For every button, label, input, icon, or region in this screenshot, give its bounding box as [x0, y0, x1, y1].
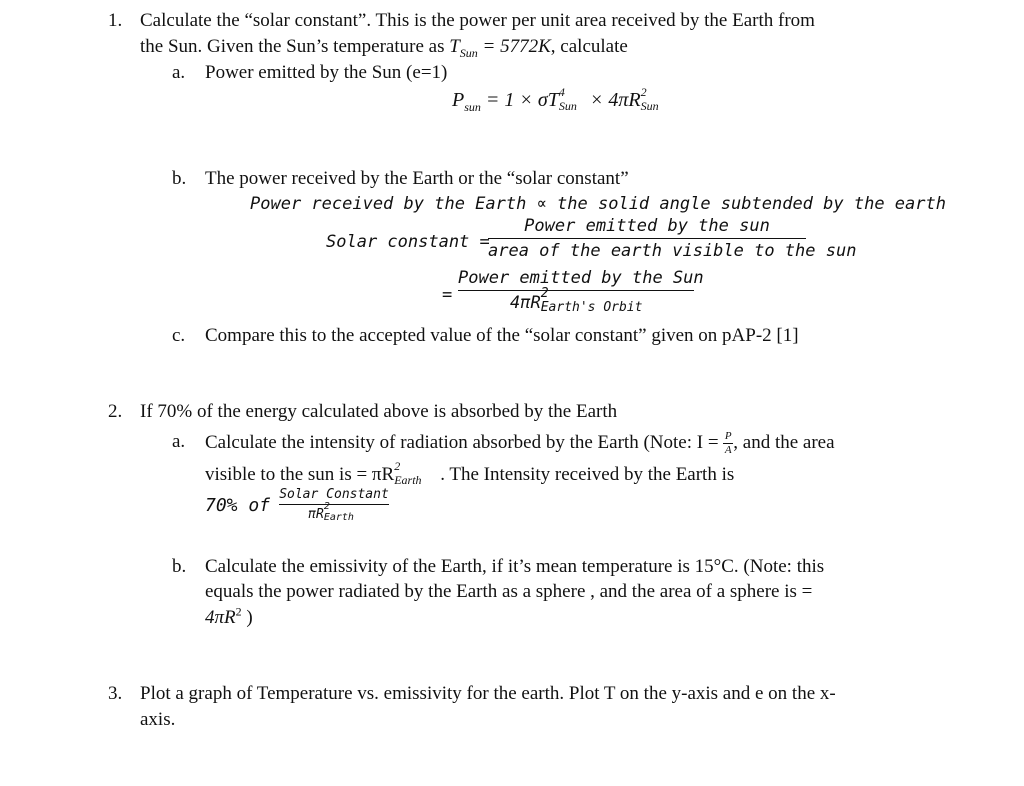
q2a-line2: visible to the sun is = πR 2 Earth . The Intensity received by the Earth is — [205, 459, 735, 487]
note-frac-numerator: P — [724, 430, 732, 442]
formula-4pir: × 4πR — [584, 89, 641, 111]
q2a-fraction — [279, 487, 389, 522]
q2a-line3: 70% of — [205, 495, 271, 516]
q2a-frac-denominator: πR 2 Earth — [308, 501, 354, 523]
q1a-letter: a. — [172, 62, 186, 83]
q2b-line1: Calculate the emissivity of the Earth, if it’s mean temperature is 15°C. (Note: this — [205, 556, 825, 577]
frac1-bar — [488, 238, 806, 239]
q1a-formula: $P_{sun} = 1 \times \sigma T$ 4 Sun × 4πR 2 Sun — [452, 85, 659, 114]
q1b-equals: = — [442, 285, 453, 305]
q1-line2-end: , calculate — [550, 36, 628, 57]
q1b-proportional: Power received by the Earth ∝ the solid angle subtended by the earth — [250, 194, 946, 214]
q1-number: 1. — [108, 10, 123, 31]
q2a-frac-den-base: πR — [308, 507, 324, 522]
frac2-den-base: 4πR — [510, 293, 541, 313]
q2b-close-paren: ) — [241, 607, 253, 628]
q1c-text: Compare this to the accepted value of the “solar constant” given on pAP-2 [1] — [205, 325, 799, 346]
formula-sigma-term: = 1 × σT — [480, 89, 559, 111]
q1c-letter: c. — [172, 325, 186, 346]
q2a-frac-numerator: Solar Constant — [279, 487, 389, 502]
q2a-line1 — [205, 431, 835, 456]
q2b-letter: b. — [172, 556, 187, 577]
q2a-line1-end: , and the area — [733, 431, 835, 453]
q2-text: If 70% of the energy calculated above is absorbed by the Earth — [140, 401, 618, 422]
q2a-letter: a. — [172, 431, 186, 452]
q1b-fraction-2 — [458, 268, 704, 315]
q1-t-symbol: T — [449, 36, 460, 57]
formula-p: P — [452, 89, 465, 111]
q2a-line2-end: . The Intensity received by the Earth is — [440, 464, 735, 485]
formula-p-sub: sun — [464, 100, 481, 114]
q1-line2-text: the Sun. Given the Sun’s temperature as — [140, 36, 450, 57]
q1b-text: The power received by the Earth or the “solar constant” — [205, 168, 629, 189]
q3-number: 3. — [108, 683, 123, 704]
frac1-denominator: area of the earth visible to the sun — [488, 241, 857, 261]
frac2-bar — [458, 290, 694, 291]
q2a-line1-text: Calculate the intensity of radiation absorbed by the Earth (Note: I = — [205, 431, 719, 453]
frac2-denominator: 4πR 2 Earth's Orbit — [510, 286, 643, 315]
q2b-line3 — [205, 604, 253, 630]
q1b-fraction-1 — [488, 216, 857, 261]
q2b-4pir: 4πR — [205, 607, 236, 628]
q1b-letter: b. — [172, 168, 187, 189]
q1-line2 — [140, 36, 628, 59]
q1-line1: Calculate the “solar constant”. This is the power per unit area received by the Earth from — [140, 10, 815, 31]
q2-number: 2. — [108, 401, 123, 422]
q1-t-subscript: Sun — [459, 45, 478, 60]
note-frac-denominator: A — [724, 444, 732, 456]
q2a-note-fraction — [723, 431, 733, 456]
q2a-frac-bar — [279, 504, 389, 505]
q2b-sup: 2 — [235, 604, 242, 619]
q3-line2: axis. — [140, 709, 176, 730]
frac2-numerator: Power emitted by the Sun — [458, 268, 704, 288]
frac1-numerator: Power emitted by the sun — [524, 216, 770, 236]
q1-temperature-value: = 5772K — [477, 36, 551, 57]
q2a-line2-text: visible to the sun is = πR — [205, 464, 395, 485]
q1b-lhs: Solar constant = — [326, 232, 490, 252]
q1a-text: Power emitted by the Sun (e=1) — [205, 62, 448, 83]
q2b-line2: equals the power radiated by the Earth as a sphere , and the area of a sphere is = — [205, 581, 813, 602]
q3-line1: Plot a graph of Temperature vs. emissivity for the earth. Plot T on the y-axis and e on the x- — [140, 683, 836, 704]
